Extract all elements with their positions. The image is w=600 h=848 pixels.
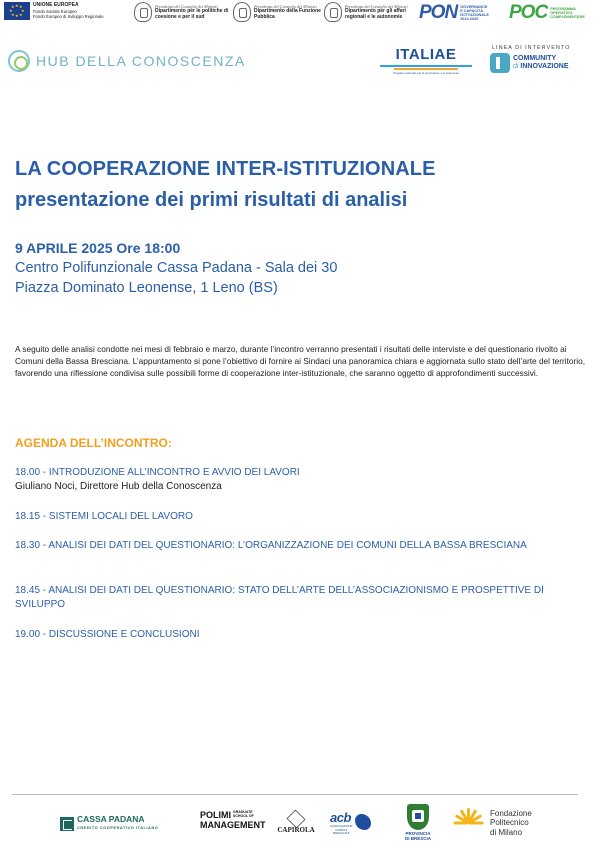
dept-funzione-name: Dipartimento della Funzione Pubblica	[254, 8, 321, 20]
footer-divider	[12, 794, 578, 795]
community-line2: INNOVAZIONE	[520, 63, 569, 70]
republic-emblem-icon	[324, 2, 342, 22]
italiae-logo	[380, 46, 472, 78]
agenda-item	[15, 510, 587, 524]
intro-paragraph: A seguito delle analisi condotte nei mesi di febbraio e marzo, durante l’incontro verranno presentati i risultati delle interviste e del questionario rivolto ai Comuni della Bassa Bresciana. L’appuntamento si pone l’obiettivo di fornire ai Sindaci una panoramica chiara e aggiornata sullo stato dell’arte del territorio, favorendo una riflessione condivisa sulle possibili forme di cooperazione inter-istituzionale, che saranno oggetto di approfondimenti successivi.	[15, 344, 586, 378]
eu-logo	[4, 2, 104, 20]
agenda-item	[15, 584, 587, 612]
fondazione-line2: Politecnico	[490, 818, 529, 828]
dept-affari-presidenza: Presidenza del Consiglio dei Ministri	[345, 4, 408, 9]
agenda-item	[15, 539, 587, 553]
hub-network-icon	[8, 50, 30, 72]
page-title: LA COOPERAZIONE INTER-ISTITUZIONALE	[15, 158, 436, 180]
pon-line4: 2014-2020	[460, 17, 479, 22]
hub-conoscenza-logo	[8, 50, 246, 72]
poc-logo	[509, 2, 585, 24]
acb-logo	[330, 810, 371, 836]
eu-flag-icon: ★ ★ ★ ★ ★ ★ ★ ★	[4, 2, 30, 20]
republic-emblem-icon	[134, 2, 152, 22]
acb-sub2: COMUNI	[335, 827, 348, 832]
pon-line3: ISTITUZIONALE	[460, 13, 489, 17]
poc-line2: OPERATIVO	[550, 10, 573, 15]
agenda-item	[15, 466, 587, 494]
event-venue: Centro Polifunzionale Cassa Padana - Sala dei 30	[15, 260, 338, 276]
poc-line1: PROGRAMMA	[550, 6, 576, 11]
pon-mark: PON	[419, 2, 458, 23]
event-date: 9 APRILE 2025 Ore 18:00	[15, 240, 181, 256]
event-address: Piazza Dominato Leonense, 1 Leno (BS)	[15, 280, 278, 296]
dept-affari-name: Dipartimento per gli affari regionali e le autonomie	[345, 8, 406, 20]
fondazione-line1: Fondazione	[490, 808, 532, 818]
agenda-item-text: 18.45 - ANALISI DEI DATI DEL QUESTIONARIO: STATO DELL’ARTE DELL’ASSOCIAZIONISMO E PROSPETTIVE DI SVILUPPO	[15, 585, 544, 610]
page-subtitle: presentazione dei primi risultati di analisi	[15, 189, 408, 211]
polimi-line2: MANAGEMENT	[200, 820, 266, 830]
acb-sub1: ASSOCIAZIONE	[330, 824, 353, 828]
acb-name: acb	[330, 810, 351, 825]
provincia-line1: PROVINCIA	[405, 831, 431, 836]
agenda-item-text: 19.00 - DISCUSSIONE E CONCLUSIONI	[15, 629, 200, 640]
italiae-name: ITALIAE	[395, 46, 457, 63]
lion-icon	[355, 814, 371, 830]
header-logo-strip	[0, 0, 600, 30]
polimi-small1: GRADUATE	[233, 810, 253, 814]
cassa-name: CASSA PADANA	[77, 814, 145, 824]
community-ci-icon	[490, 53, 510, 73]
cassa-padana-logo	[60, 815, 158, 833]
dept-coesione-name: Dipartimento per le politiche di coesione e per il sud	[155, 8, 229, 20]
agenda-item-speaker: Giuliano Noci, Direttore Hub della Conoscenza	[15, 481, 222, 492]
pon-line2: E CAPACITÀ	[460, 8, 484, 13]
cassa-subtitle: CREDITO COOPERATIVO ITALIANO	[77, 826, 159, 830]
fondazione-rays-icon	[452, 806, 486, 840]
dept-affari-logo	[324, 2, 417, 22]
fondazione-polimi-logo	[452, 806, 532, 840]
agenda-item-text: 18.30 - ANALISI DEI DATI DEL QUESTIONARIO: L’ORGANIZZAZIONE DEI COMUNI DELLA BASSA BRESCIANA	[15, 540, 527, 551]
poc-mark: POC	[509, 2, 548, 23]
capirola-logo	[275, 810, 317, 834]
polimi-line1: POLIMI	[200, 810, 231, 820]
polimi-small2: SCHOOL OF	[233, 814, 254, 818]
fondazione-line3: di Milano	[490, 827, 523, 837]
cassa-padana-icon	[60, 817, 74, 831]
dept-coesione-presidenza: Presidenza del Consiglio dei Ministri	[155, 4, 218, 9]
polimi-logo	[200, 810, 266, 830]
community-top-label: LINEA DI INTERVENTO	[492, 45, 571, 51]
eu-line2: Fondo Sociale Europeo	[33, 8, 77, 14]
italiae-subtitle: Progetto nazionale per la governance e le autonomie	[393, 71, 459, 75]
acb-sub3: BRESCIANI	[333, 831, 350, 836]
eu-line1: UNIONE EUROPEA	[33, 2, 79, 9]
agenda-item-text: 18.15 - SISTEMI LOCALI DEL LAVORO	[15, 511, 193, 522]
pon-line1: GOVERNANCE	[460, 4, 488, 9]
provincia-brescia-logo	[401, 804, 435, 841]
community-prefix: di	[513, 63, 519, 70]
community-line1: COMMUNITY	[513, 55, 557, 62]
agenda-title: AGENDA DELL’INCONTRO:	[15, 436, 172, 450]
capirola-name: CAPIROLA	[277, 826, 315, 834]
hub-name: HUB DELLA CONOSCENZA	[36, 53, 246, 69]
eu-line3: Fondo Europeo di Sviluppo Regionale	[33, 13, 104, 19]
dept-funzione-presidenza: Presidenza del Consiglio dei Ministri	[254, 4, 317, 9]
dept-coesione-logo	[134, 2, 237, 22]
agenda-item	[15, 628, 587, 642]
dept-funzione-logo	[233, 2, 322, 22]
agenda-item-text: 18.00 - INTRODUZIONE ALL’INCONTRO E AVVIO DEI LAVORI	[15, 467, 300, 478]
provincia-line2: DI BRESCIA	[404, 836, 431, 841]
republic-emblem-icon	[233, 2, 251, 22]
provincia-shield-icon	[407, 804, 429, 830]
pon-logo	[419, 2, 489, 24]
community-innovazione-logo	[490, 45, 590, 73]
poc-line3: COMPLEMENTARE	[550, 15, 585, 20]
